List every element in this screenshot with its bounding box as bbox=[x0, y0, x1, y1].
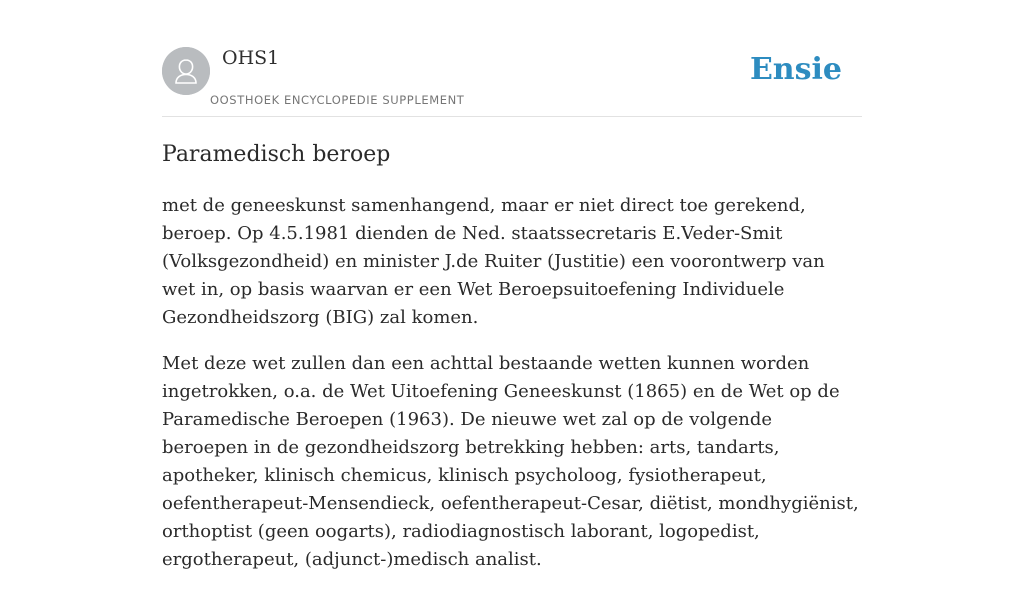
source-title[interactable]: OHS1 bbox=[222, 47, 280, 69]
brand-logo[interactable]: Ensie bbox=[749, 52, 842, 87]
user-silhouette-icon[interactable] bbox=[162, 47, 210, 95]
article-paragraph: met de geneeskunst samenhangend, maar er niet direct toe gerekend, beroep. Op 4.5.1981 dienden de Ned. staatssecretaris E.Veder-Smit (Volksgezondheid) en minister J.de Ruiter (Justitie) een voorontwerp van wet in, op basis waarvan er een Wet Beroepsuitoefening Individuele Gezondheidszorg (BIG) zal komen. bbox=[162, 195, 825, 328]
source-subtitle: OOSTHOEK ENCYCLOPEDIE SUPPLEMENT bbox=[210, 93, 465, 107]
article-paragraph: Met deze wet zullen dan een achttal bestaande wetten kunnen worden ingetrokken, o.a. de Wet Uitoefening Geneeskunst (1865) en de Wet op de Paramedische Beroepen (1963). De nieuwe wet zal op de volgende beroepen in de gezondheidszorg betrekking hebben: arts, tandarts, apotheker, klinisch chemicus, klinisch psycholoog, fysiotherapeut, oefentherapeut-Mensendieck, oefentherapeut-Cesar, diëtist, mondhygiënist, orthoptist (geen oogarts), radiodiagnostisch laborant, logopedist, ergotherapeut, (adjunct-)medisch analist. bbox=[162, 353, 859, 570]
article-body bbox=[162, 192, 862, 592]
source-header bbox=[162, 46, 862, 117]
article-title: Paramedisch beroep bbox=[162, 142, 391, 167]
